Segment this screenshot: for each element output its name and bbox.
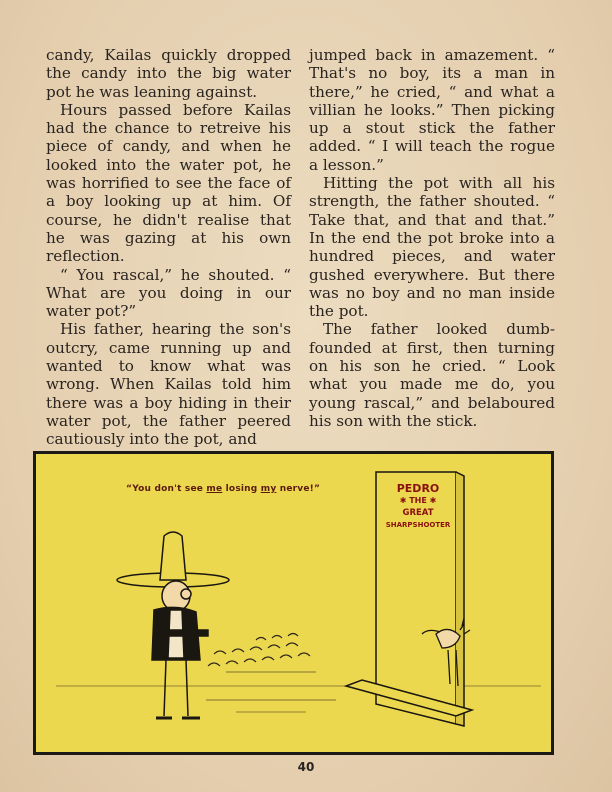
star-icon: ✱ <box>429 496 437 505</box>
paragraph: His father, hearing the son's outcry, came running up and wanted to know what was wrong. When Kailas told him there was a boy hiding in their water pot, the father peered cautiously into the pot, and <box>46 320 291 449</box>
crowd-drawing <box>208 634 310 667</box>
paragraph: Hours passed before Kailas had the chance to retreive his piece of candy, and when he looked into the water pot, he was horrified to see the face of a boy looking up at him. Of course, he didn't realise that he was gazing at his own reflection. <box>46 100 291 266</box>
text-column-right <box>309 46 555 430</box>
paragraph: “ You rascal,” he shouted. “ What are you doing in our water pot?” <box>46 265 291 321</box>
paragraph: jumped back in amazement. “ That's no boy, its a man in there,” he cried, “ and what a villian he looks.” Then picking up a stout stick the father added. “ I will teach the rogue a lesson.” <box>309 46 555 174</box>
sharpshooter-figure <box>117 532 229 718</box>
sign-title-the: ✱ THE ✱ <box>399 496 437 505</box>
star-icon: ✱ <box>399 496 407 505</box>
sign-title-sharpshooter: SHARPSHOOTER <box>385 521 451 529</box>
paragraph: The father looked dumb-founded at first, then turning on his son he cried. “ Look what you made me do, you young rascal,” and belaboured his son with the stick. <box>309 320 555 430</box>
cartoon-panel <box>33 451 554 755</box>
text-column-left <box>46 46 291 449</box>
cartoon-illustration <box>36 454 551 752</box>
sign-title-pedro: PEDRO <box>396 482 440 495</box>
page-number: 40 <box>297 760 315 774</box>
paragraph: Hitting the pot with all his strength, the father shouted. “ Take that, and that and that.” In the end the pot broke into a hundred pieces, and water gushed everywhere. But there was no boy and no man inside the pot. <box>309 174 555 321</box>
cartoon-caption: “You don't see me losing my nerve!” <box>126 484 321 494</box>
sign-title-great: GREAT <box>402 508 434 518</box>
paragraph: candy, Kailas quickly dropped the candy into the big water pot he was leaning against. <box>46 46 291 101</box>
